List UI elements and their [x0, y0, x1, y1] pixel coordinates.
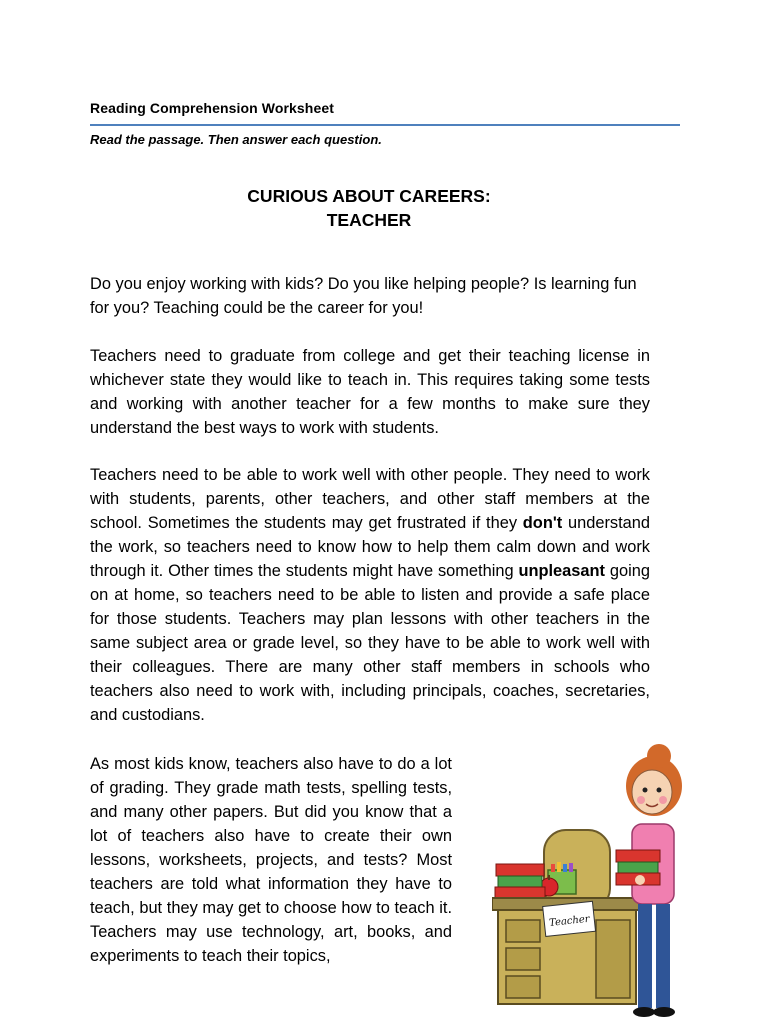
paragraph-2: Teachers need to graduate from college and get their teaching license in whichever state they would like to teach in. This requires taking some tests and working with another teacher for a few months to make sure they understand the best ways to work with students.	[90, 347, 650, 437]
paragraph-3-part-b: understand the work, so teachers need to know how to help them calm down and work through it. Other times the students might have something	[90, 514, 650, 580]
bold-word-dont: don't	[522, 514, 563, 532]
bold-word-unpleasant: unpleasant	[518, 562, 605, 580]
worksheet-header-title: Reading Comprehension Worksheet	[90, 100, 334, 116]
paragraph-3-part-c: going on at home, so teachers need to be able to listen and provide a safe place for those students. Teachers may plan lessons with other teachers in the same subject area or grade level, so they have to be able to work well with their colleagues. There are many other staff members in schools who teachers also need to work with, including principals, coaches, secretaries, and custodians.	[90, 562, 650, 724]
desk-sign-text: Teacher	[548, 913, 591, 929]
paragraph-3	[90, 463, 650, 727]
worksheet-instructions: Read the passage. Then answer each question.	[90, 132, 382, 147]
article-title-line2: TEACHER	[326, 210, 412, 230]
teacher-desk-illustration	[492, 738, 692, 1024]
article-title-line1: CURIOUS ABOUT CAREERS:	[247, 186, 491, 206]
paragraph-4: As most kids know, teachers also have to do a lot of grading. They grade math tests, spelling tests, and many other papers. But did you know that a lot of teachers also have to create their own lessons, worksheets, projects, and tests? Most teachers are told what information they have to teach, but they may get to choose how to teach it. Teachers may use technology, art, books, and experiments to teach their topics,	[90, 755, 452, 965]
paragraph-1: Do you enjoy working with kids? Do you like helping people? Is learning fun for you? Teaching could be the career for you!	[90, 275, 637, 317]
paragraph-3-part-a: Teachers need to be able to work well with other people. They need to work with students, parents, other teachers, and other staff members at the school. Sometimes the students may get frustrated if they	[90, 466, 650, 532]
header-divider	[90, 124, 680, 126]
